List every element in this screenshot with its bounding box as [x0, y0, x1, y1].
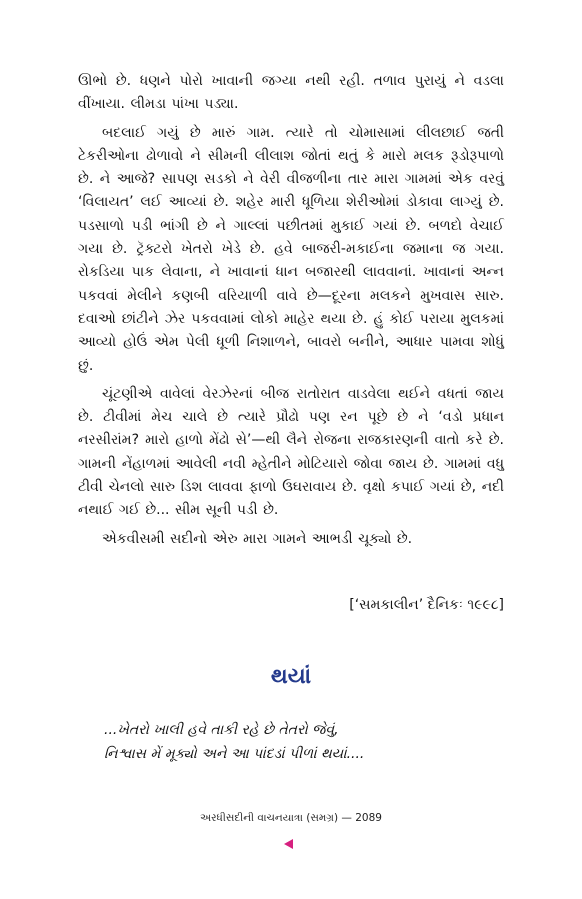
paragraph-continuation: ઊભો છે. ધણને પોરો ખાવાની જગ્યા નથી રહી. તળાવ પુરાયું ને વડલા વીંખાયા. લીમડા પાંખા પડ્યા.: [78, 73, 504, 113]
poem-title: થયાં: [270, 664, 312, 689]
poem-line: ...ખેતરો ખાલી હવે તાકી રહે છે તેતરો જેવું,: [104, 722, 339, 738]
previous-page-icon[interactable]: [284, 839, 293, 849]
article-body: [78, 70, 504, 556]
paragraph-village-changed: બદલાઈ ગયું છે મારું ગામ. ત્યારે તો ચોમાસામાં લીલછાઈ જતી ટેકરીઓના ઢોળાવો ને સીમની લીલાશ જોતાં થતું કે મારો મલક રૂડોરૂપાળો છે. ને આજે? સાપણ સડકો ને વેરી વીજળીના તાર મારા ગામમાં એક વરવું ‘વિલાયત’ લઈ આવ્યાં છે. શહેર મારી ધૂળિયા શેરીઓમાં ડોકાવા લાગ્યું છે. પડસાળો પડી ભાંગી છે ને ગાલ્લાં પછીતમાં મુકાઈ ગયાં છે. બળદો વેચાઈ ગયા છે. ટ્રૅક્ટરો ખેતરો ખેડે છે. હવે બાજરી-મકાઈના જમાના જ ગયા. રોકડિયા પાક લેવાના, ને ખાવાનાં ધાન બજારથી લાવવાનાં. ખાવાનાં અન્ન પકવવાં મેલીને કણબી વરિયાળી વાવે છે—દૂરના મલકને મુખવાસ સારુ. દવાઓ છાંટીને ઝેર પકવવામાં લોકો માહેર થયા છે. હું કોઈ પરાયા મુલકમાં આવ્યો હોઉં એમ પેલી ધૂળી નિશાળને, બાવરો બનીને, આધાર પામવા શોધું છું.: [78, 124, 504, 374]
paragraph-elections: ચૂંટણીએ વાવેલાં વેરઝેરનાં બીજ રાતોરાત વાડવેલા થઈને વધતાં જાય છે. ટીવીમાં મેચ ચાલે છે ત્યારે પ્રૌઢો પણ રન પૂછે છે ને ‘વડો પ્રધાન નરસીરાંમ? મારો હાળો મેંઢો સે’—થી લૈને રોજના રાજકારણની વાતો કરે છે. ગામની નેંહાળમાં આવેલી નવી મ્હેતીને મોટિયારો જોવા જાય છે. ગામમાં વધુ ટીવી ચેનલો સારુ ડિશ લાવવા ફાળો ઉઘરાવાય છે. વૃક્ષો કપાઈ ગયાં છે, નદી નથાઈ ગઈ છે... સીમ સૂની પડી છે.: [78, 385, 504, 519]
paragraph-conclusion: એકવીસમી સદીનો એરુ મારા ગામને આભડી ચૂક્યો છે.: [102, 530, 413, 547]
poem-body: [104, 718, 504, 766]
poem-line: નિશ્વાસ મેં મૂક્યો અને આ પાંદડાં પીળાં થયાં....: [104, 746, 365, 762]
source-citation: [‘સમકાલીન’ દૈનિકઃ ૧૯૯૮]: [349, 597, 504, 613]
page-footer: અરધીસદીની વાચનયાત્રા (સમગ્ર) — 2089: [200, 812, 382, 824]
